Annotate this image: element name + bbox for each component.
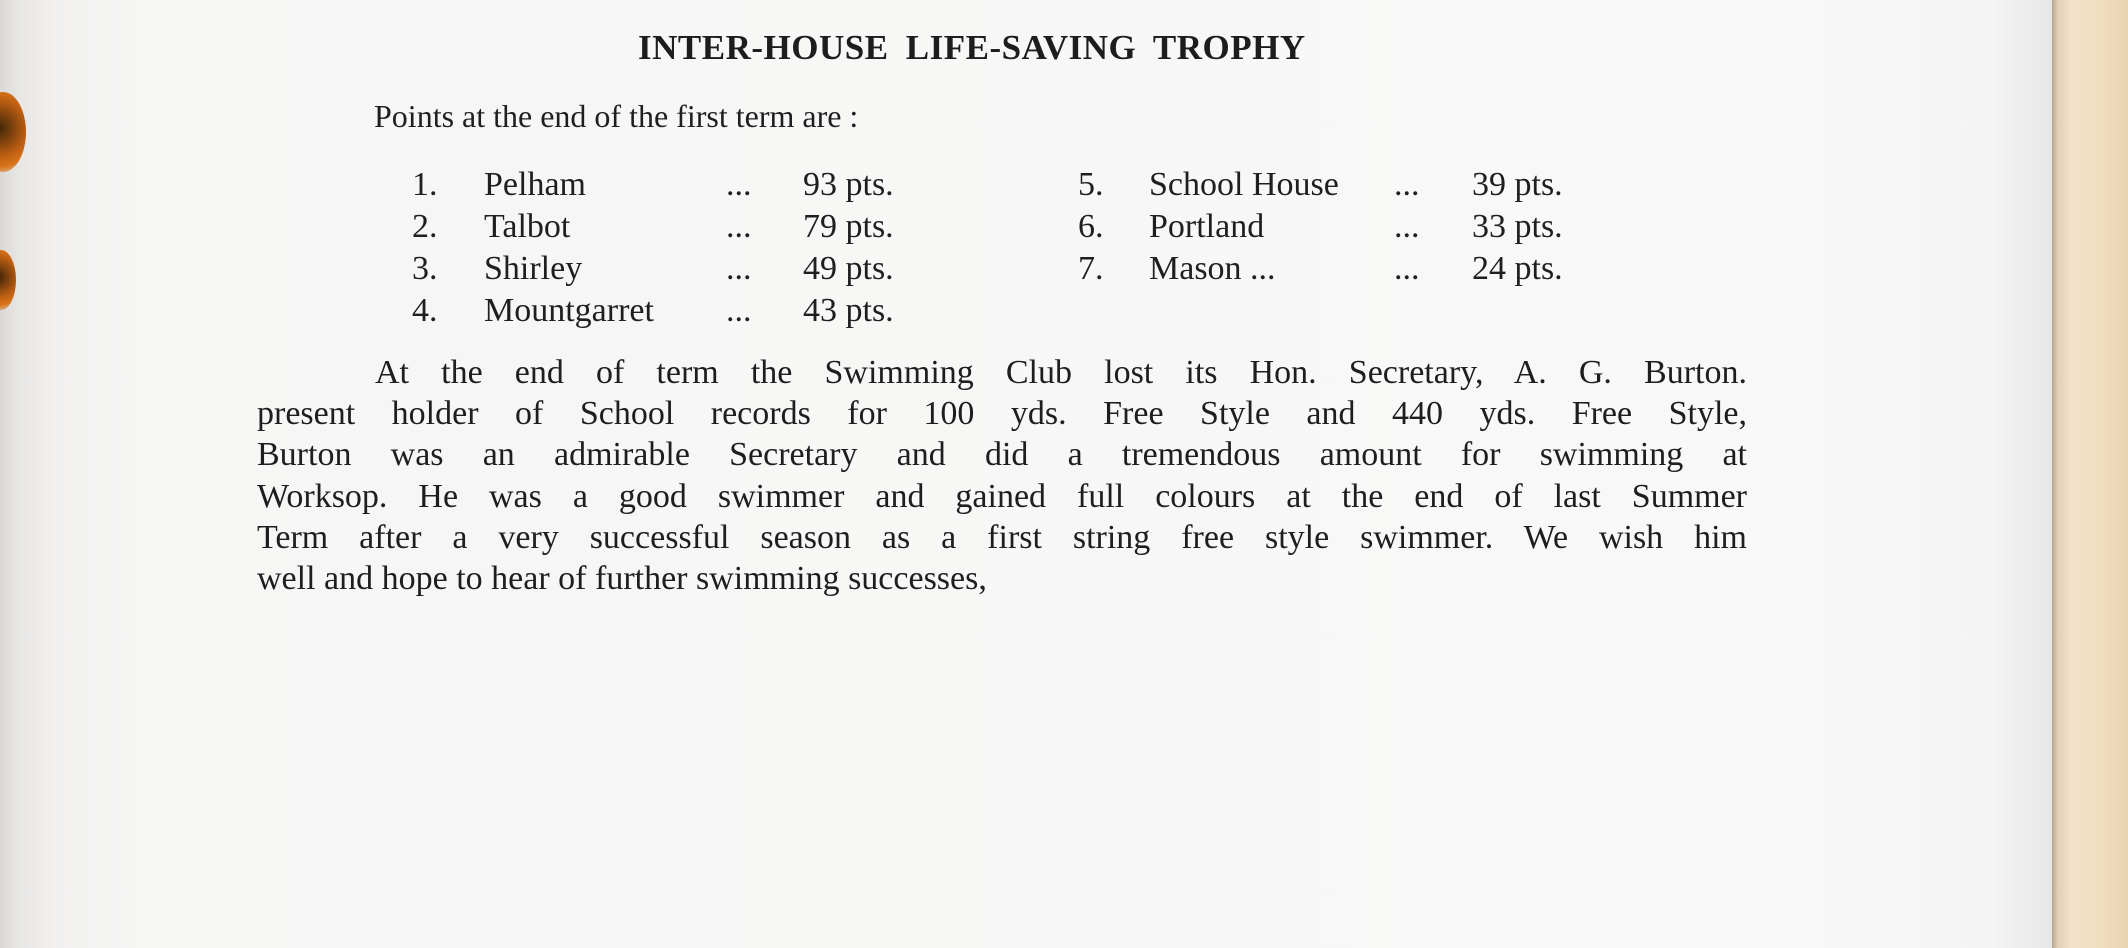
- rank-cell: 3.: [412, 250, 438, 287]
- leader-dots: ...: [1394, 250, 1420, 287]
- binding-stain-mark: [0, 92, 26, 172]
- points-cell: 24 pts.: [1472, 250, 1563, 287]
- paragraph-line: well and hope to hear of further swimming successes,: [257, 560, 987, 598]
- points-cell: 39 pts.: [1472, 166, 1563, 203]
- rank-cell: 4.: [412, 292, 438, 329]
- page-title: INTER-HOUSE LIFE-SAVING TROPHY: [638, 28, 1306, 67]
- binding-stain-mark: [0, 250, 16, 310]
- paragraph-line: Worksop. He was a good swimmer and gained full colours at the end of last Summer: [257, 477, 1747, 515]
- points-cell: 79 pts.: [803, 208, 894, 245]
- house-cell: Pelham: [484, 166, 586, 203]
- house-cell: Mason ...: [1149, 250, 1276, 287]
- house-cell: Mountgarret: [484, 292, 654, 329]
- leader-dots: ...: [726, 208, 752, 245]
- points-cell: 93 pts.: [803, 166, 894, 203]
- house-cell: Shirley: [484, 250, 583, 287]
- binding-gutter: [2052, 0, 2128, 948]
- leader-dots: ...: [726, 166, 752, 203]
- leader-dots: ...: [1394, 166, 1420, 203]
- leader-dots: ...: [1394, 208, 1420, 245]
- paragraph-line: Burton was an admirable Secretary and did a tremendous amount for swimming at: [257, 436, 1747, 474]
- house-cell: Talbot: [484, 208, 571, 245]
- paragraph-line: Term after a very successful season as a first string free style swimmer. We wish him: [257, 518, 1747, 556]
- points-cell: 33 pts.: [1472, 208, 1563, 245]
- leader-dots: ...: [726, 250, 752, 287]
- rank-cell: 5.: [1078, 166, 1104, 203]
- body-paragraph: [257, 352, 1747, 599]
- paragraph-line: present holder of School records for 100 yds. Free Style and 440 yds. Free Style,: [257, 395, 1747, 433]
- rank-cell: 2.: [412, 208, 438, 245]
- points-cell: 43 pts.: [803, 292, 894, 329]
- points-cell: 49 pts.: [803, 250, 894, 287]
- paragraph-line: At the end of term the Swimming Club lost its Hon. Secretary, A. G. Burton.: [375, 354, 1747, 391]
- rank-cell: 1.: [412, 166, 438, 203]
- leader-dots: ...: [726, 292, 752, 329]
- rank-cell: 7.: [1078, 250, 1104, 287]
- house-cell: Portland: [1149, 208, 1265, 245]
- intro-text: Points at the end of the first term are :: [374, 98, 859, 134]
- rank-cell: 6.: [1078, 208, 1104, 245]
- house-cell: School House: [1149, 166, 1339, 203]
